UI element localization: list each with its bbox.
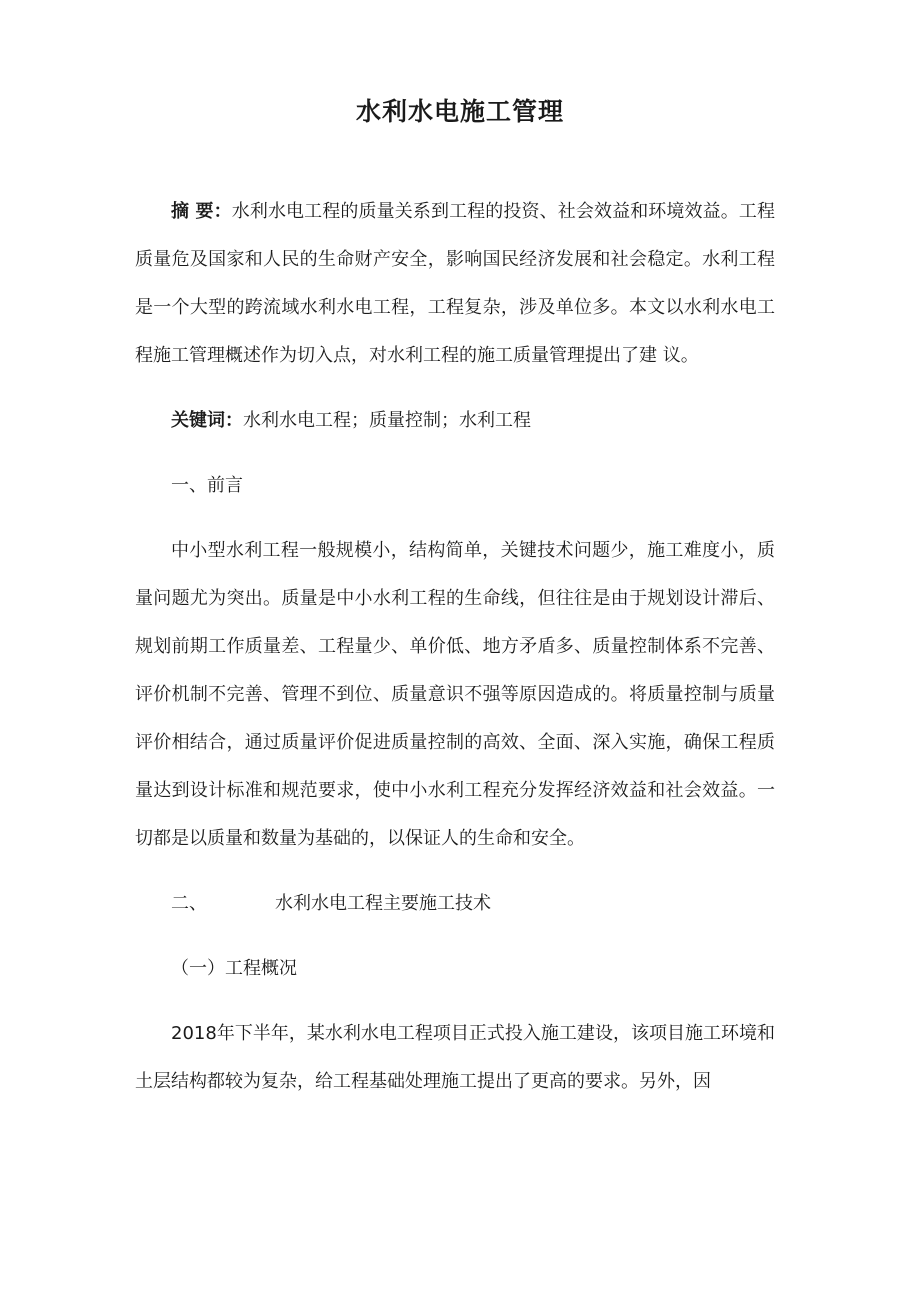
section1-paragraph: 中小型水利工程一般规模小，结构简单，关键技术问题少，施工难度小，质量问题尤为突出。质量是中小水利工程的生命线，但往往是由于规划设计滞后、规划前期工作质量差、工程量少、单价低、地方矛盾多、质量控制体系不完善、评价机制不完善、管理不到位、质量意识不强等原因造成的。将质量控制与质量评价相结合，通过质量评价促进质量控制的高效、全面、深入实施，确保工程质量达到设计标准和规范要求，使中小水利工程充分发挥经济效益和社会效益。一切都是以质量和数量为基础的，以保证人的生命和安全。 [135, 540, 775, 849]
abstract-text: 水利水电工程的质量关系到工程的投资、社会效益和环境效益。工程质量危及国家和人民的生命财产安全，影响国民经济发展和社会稳定。水利工程是一个大型的跨流域水利水电工程，工程复杂，涉及单位多。本文以水利水电工程施工管理概述作为切入点，对水利工程的施工质量管理提出了建 议。 [135, 201, 775, 366]
abstract-paragraph [135, 188, 775, 380]
keywords-paragraph [135, 397, 775, 445]
keywords-label: 关键词： [171, 410, 243, 431]
subsection-heading: （一）工程概况 [171, 958, 297, 979]
abstract-label: 摘 要： [171, 201, 232, 222]
document-body [135, 188, 775, 1106]
section2-title: 水利水电工程主要施工技术 [275, 893, 491, 914]
section2-heading [135, 880, 775, 928]
subsection-paragraph: 2018年下半年，某水利水电工程项目正式投入施工建设，该项目施工环境和土层结构都较为复杂，给工程基础处理施工提出了更高的要求。另外，因 [135, 1023, 775, 1092]
section1-heading: 一、前言 [171, 475, 243, 496]
keywords-text: 水利水电工程；质量控制；水利工程 [243, 410, 531, 431]
document-title: 水利水电施工管理 [355, 97, 564, 126]
section2-number: 二、 [171, 893, 207, 914]
